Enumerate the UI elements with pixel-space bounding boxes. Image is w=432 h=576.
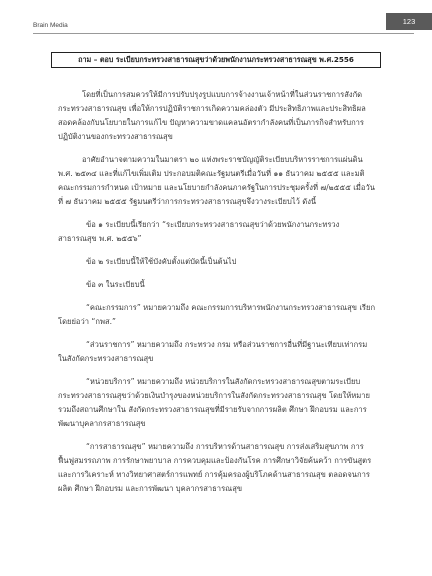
definition-service-unit: “หน่วยบริการ” หมายความถึง หน่วยบริการในสังกัดกระทรวงสาธารณสุขตามระเบียบกระทรวงสาธารณสุขว่าด้วยเงินบำรุงของหน่วยบริการในสังกัดกระทรวงสาธารณสุข โดยให้หมายรวมถึงสถานศึกษาใน สังกัดกระทรวงสาธารณสุขที่มีรายรับจากการผลิต ศึกษา ฝึกอบรม และการพัฒนาบุคลากรสาธารณสุข [58,377,370,428]
definition-government-agency: “ส่วนราชการ” หมายความถึง กระทรวง กรม หรือส่วนราชการอื่นที่มีฐานะเทียบเท่ากรมในสังกัดกระทรวงสาธารณสุข [58,340,368,363]
page-title: ถาม – ตอบ ระเบียบกระทรวงสาธารณสุขว่าด้วยพนักงานกระทรวงสาธารณสุข พ.ศ.2556 [51,52,381,68]
page-number: 123 [386,13,432,30]
paragraph-preamble: โดยที่เป็นการสมควรให้มีการปรับปรุงรูปแบบการจ้างงานเจ้าหน้าที่ในส่วนราชการสังกัดกระทรวงสาธารณสุข เพื่อให้การปฏิบัติราชการเกิดความคล่องตัว มีประสิทธิภาพและประสิทธิผลสอดคล้องกับนโยบายในการแก้ไข ปัญหาความขาดแคลนอัตรากำลังคนที่เป็นภารกิจสำหรับการปฏิบัติงานของกระทรวงสาธารณสุข [58,90,366,141]
header-rule [33,33,414,34]
header-brand: Brain Media [33,22,68,29]
definition-public-health: “การสาธารณสุข” หมายความถึง การบริหารด้านสาธารณสุข การส่งเสริมสุขภาพ การฟื้นฟูสมรรถภาพ การรักษาพยาบาล การควบคุมและป้องกันโรค การศึกษาวิจัยค้นคว้า การขันสูตรและการวิเคราะห์ ทางวิทยาศาสตร์การแพทย์ การคุ้มครองผู้บริโภคด้านสาธารณสุข ตลอดจนการผลิต ศึกษา ฝึกอบรม และการพัฒนา บุคลากรสาธารณสุข [58,442,372,493]
paragraph-clause-1: ข้อ ๑ ระเบียบนี้เรียกว่า “ระเบียบกระทรวงสาธารณสุขว่าด้วยพนักงานกระทรวงสาธารณสุข พ.ศ. ๒๕๕๖” [58,220,340,243]
paragraph-clause-2: ข้อ ๒ ระเบียบนี้ให้ใช้บังคับตั้งแต่บัดนี้เป็นต้นไป [86,257,237,266]
paragraph-clause-3: ข้อ ๓ ในระเบียบนี้ [86,280,145,289]
body-text [58,88,376,505]
definition-committee: “คณะกรรมการ” หมายความถึง คณะกรรมการบริหารพนักงานกระทรวงสาธารณสุข เรียกโดยย่อว่า “กพส.” [58,303,376,326]
paragraph-authority: อาศัยอำนาจตามความในมาตรา ๒๐ แห่งพระราชบัญญัติระเบียบบริหารราชการแผ่นดิน พ.ศ. ๒๕๓๔ และที่แก้ไขเพิ่มเติม ประกอบมติคณะรัฐมนตรีเมื่อวันที่ ๑๑ ธันวาคม ๒๕๕๕ และมติคณะกรรมการกำหนด เป้าหมาย และนโยบายกำลังคนภาครัฐในการประชุมครั้งที่ ๗/๒๕๕๕ เมื่อวันที่ ๗ ธันวาคม ๒๕๕๕ รัฐมนตรีว่าการกระทรวงสาธารณสุขจึงวางระเบียบไว้ ดังนี้ [58,155,375,206]
